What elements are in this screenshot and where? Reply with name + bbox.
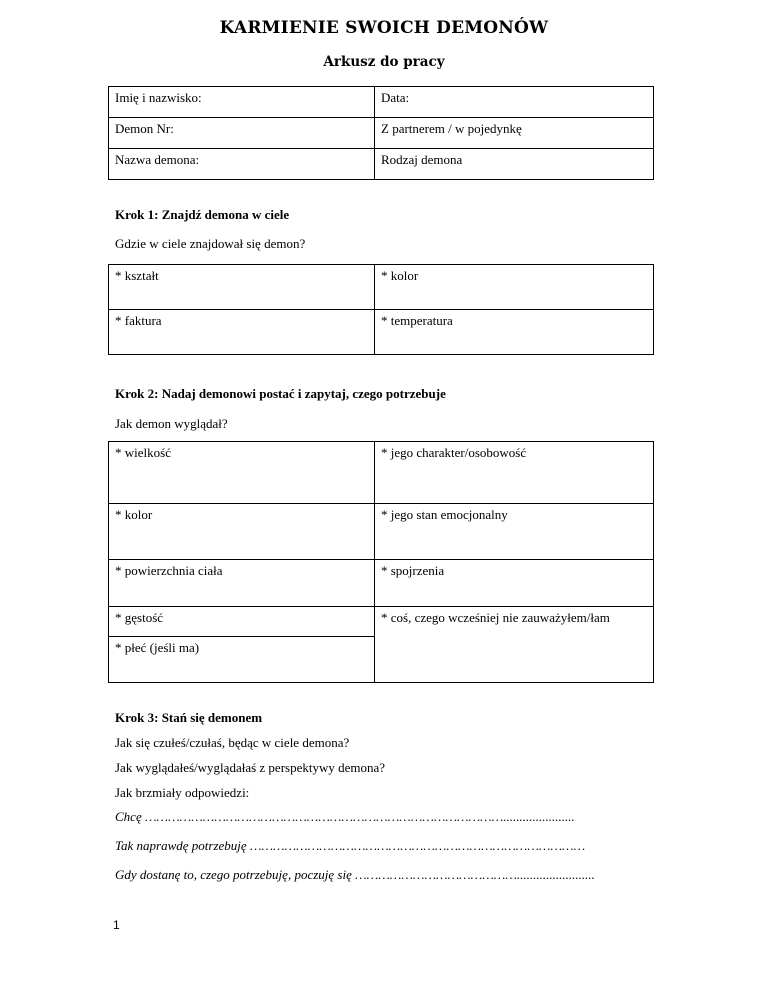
character-field[interactable]: * jego charakter/osobowość (375, 442, 654, 504)
step2-table (108, 441, 654, 683)
body-surface-field[interactable]: * powierzchnia ciała (109, 560, 375, 607)
demon-name-field[interactable]: Nazwa demona: (109, 149, 375, 180)
demon-color-field[interactable]: * kolor (109, 504, 375, 560)
page-number: 1 (113, 918, 120, 932)
step3-question-look: Jak wyglądałeś/wyglądałaś z perspektywy demona? (115, 760, 386, 775)
name-field[interactable]: Imię i nazwisko: (109, 87, 375, 118)
step1-table (108, 264, 654, 355)
texture-field[interactable]: * faktura (109, 310, 375, 355)
date-field[interactable]: Data: (375, 87, 654, 118)
answer-feel-line[interactable]: Gdy dostanę to, czego potrzebuję, poczuję się ……………………………………........................ (115, 867, 595, 882)
document-subtitle: Arkusz do pracy (323, 54, 445, 70)
step1-question: Gdzie w ciele znajdował się demon? (115, 236, 306, 251)
step3-heading: Krok 3: Stań się demonem (115, 710, 263, 725)
size-field[interactable]: * wielkość (109, 442, 375, 504)
color-field[interactable]: * kolor (375, 265, 654, 310)
gaze-field[interactable]: * spojrzenia (375, 560, 654, 607)
personal-info-table (108, 86, 654, 180)
gender-field[interactable]: * płeć (jeśli ma) (109, 637, 375, 683)
demon-type-field[interactable]: Rodzaj demona (375, 149, 654, 180)
noticed-field[interactable]: * coś, czego wcześniej nie zauważyłem/łam (375, 607, 654, 683)
shape-field[interactable]: * kształt (109, 265, 375, 310)
density-field[interactable]: * gęstość (109, 607, 375, 637)
partner-field[interactable]: Z partnerem / w pojedynkę (375, 118, 654, 149)
step3-question-feel: Jak się czułeś/czułaś, będąc w ciele demona? (115, 735, 350, 750)
step1-heading: Krok 1: Znajdź demona w ciele (115, 207, 290, 222)
step3-question-answers: Jak brzmiały odpowiedzi: (115, 785, 250, 800)
emotional-state-field[interactable]: * jego stan emocjonalny (375, 504, 654, 560)
document-title: KARMIENIE SWOICH DEMONÓW (219, 18, 549, 38)
temperature-field[interactable]: * temperatura (375, 310, 654, 355)
step2-heading: Krok 2: Nadaj demonowi postać i zapytaj, czego potrzebuje (115, 386, 446, 401)
demon-number-field[interactable]: Demon Nr: (109, 118, 375, 149)
step2-question: Jak demon wyglądał? (115, 416, 228, 431)
answer-need-line[interactable]: Tak naprawdę potrzebuję …………………………………………………………………………… (115, 838, 586, 853)
answer-want-line[interactable]: Chcę …………………………………………………………………………………...................... (115, 809, 575, 824)
